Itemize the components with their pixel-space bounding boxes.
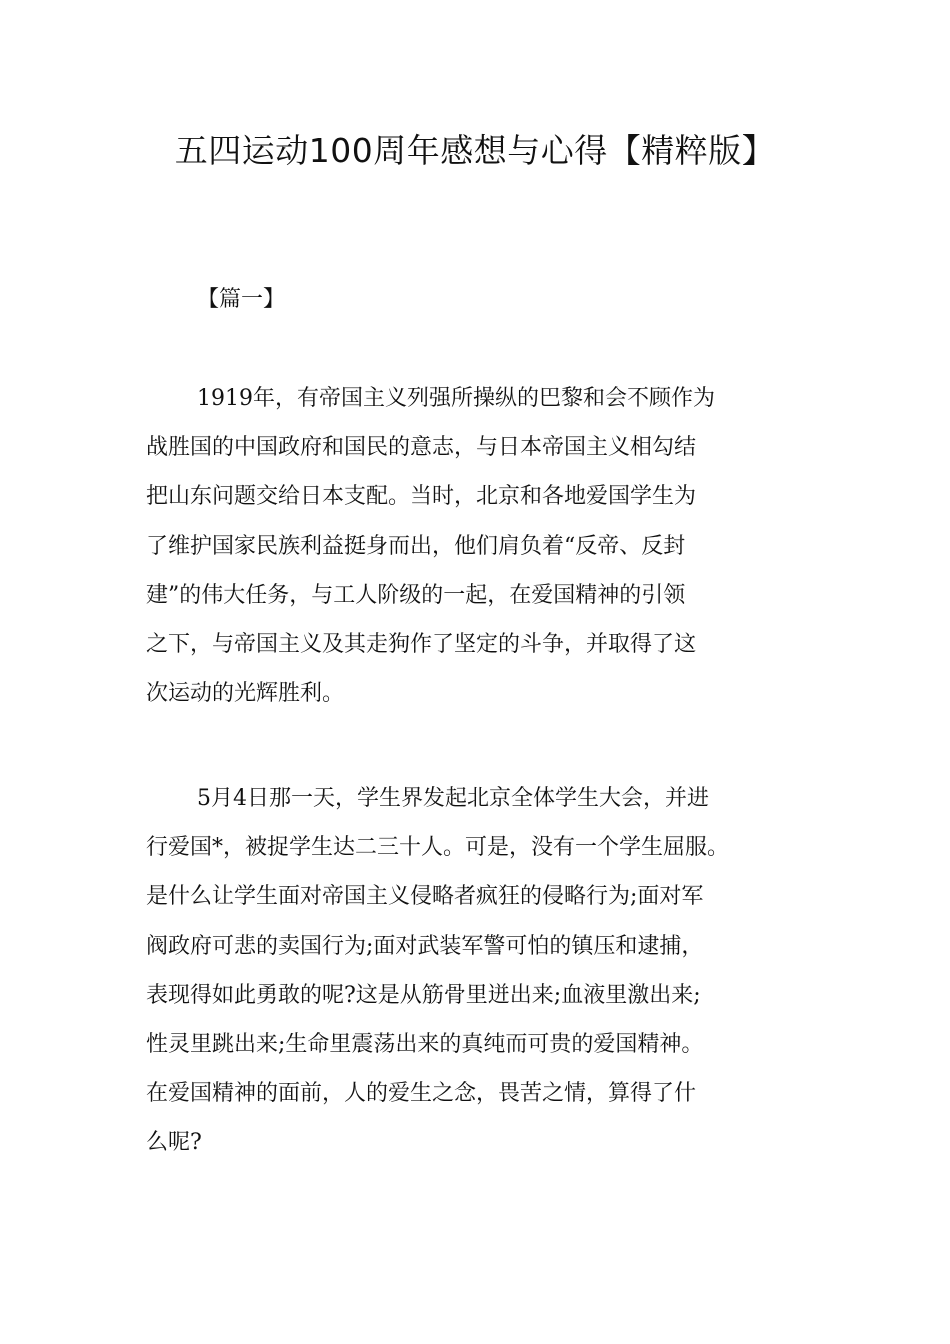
paragraph-line: 表现得如此勇敢的呢?这是从筋骨里迸出来;血液里激出来; [146, 982, 701, 1008]
paragraph-line: 1919年，有帝国主义列强所操纵的巴黎和会不顾作为 [197, 386, 715, 411]
section-label: 【篇一】 [197, 287, 286, 312]
paragraph-line: 性灵里跳出来;生命里震荡出来的真纯而可贵的爱国精神。 [146, 1031, 704, 1057]
paragraph-line: 么呢? [146, 1130, 202, 1156]
paragraph-line: 行爱国*，被捉学生达二三十人。可是，没有一个学生屈服。 [146, 835, 730, 861]
paragraph-line: 阀政府可悲的卖国行为;面对武装军警可怕的镇压和逮捕， [146, 933, 704, 959]
document-title: 五四运动100周年感想与心得【精粹版】 [174, 131, 776, 170]
paragraph-line: 5月4日那一天，学生界发起北京全体学生大会，并进 [197, 786, 709, 811]
paragraph-line: 建”的伟大任务，与工人阶级的一起，在爱国精神的引领 [146, 582, 686, 608]
paragraph-line: 次运动的光辉胜利。 [146, 681, 345, 707]
paragraph-line: 把山东问题交给日本支配。当时，北京和各地爱国学生为 [146, 484, 697, 510]
paragraph-line: 是什么让学生面对帝国主义侵略者疯狂的侵略行为;面对军 [146, 884, 704, 910]
paragraph-line: 在爱国精神的面前，人的爱生之念，畏苦之情，算得了什 [146, 1081, 697, 1107]
paragraph-2 [146, 774, 826, 1168]
paragraph-line: 之下，与帝国主义及其走狗作了坚定的斗争，并取得了这 [146, 631, 697, 657]
paragraph-line: 战胜国的中国政府和国民的意志，与日本帝国主义相勾结 [146, 435, 697, 461]
paragraph-1 [146, 374, 826, 718]
paragraph-line: 了维护国家民族利益挺身而出，他们肩负着“反帝、反封 [146, 533, 686, 559]
